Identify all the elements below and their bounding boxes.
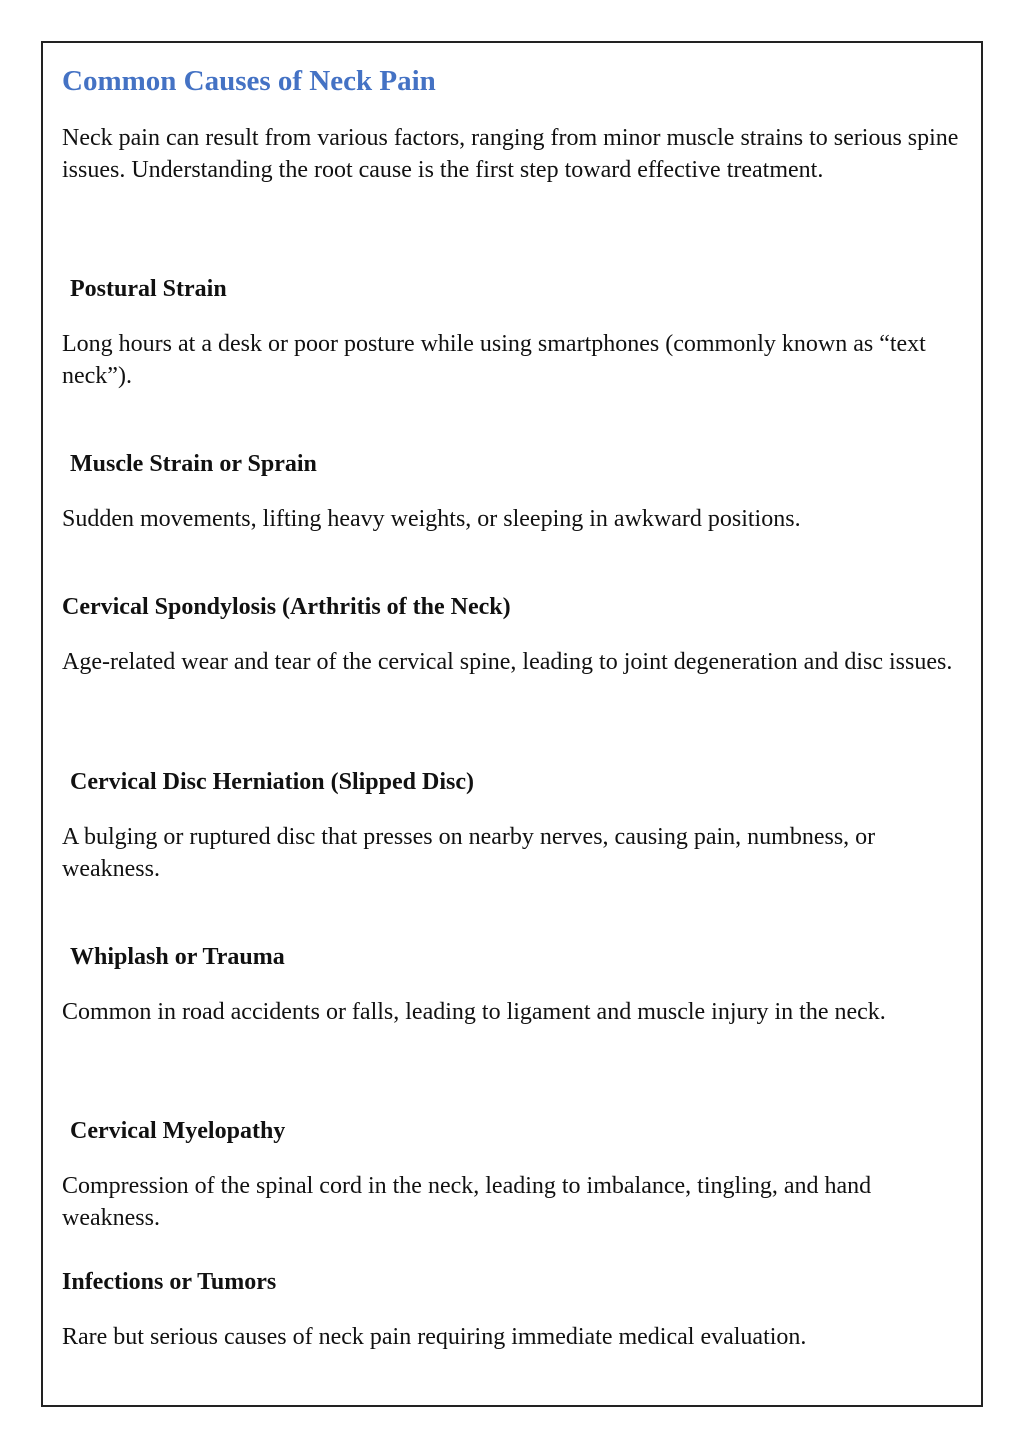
section-heading-cervical-spondylosis: Cervical Spondylosis (Arthritis of the Neck) xyxy=(62,594,511,620)
section-text-infections: Rare but serious causes of neck pain requiring immediate medical evaluation. xyxy=(62,1324,807,1350)
section-heading-disc-herniation: Cervical Disc Herniation (Slipped Disc) xyxy=(70,769,474,795)
section-heading-muscle-strain: Muscle Strain or Sprain xyxy=(70,451,317,477)
intro-paragraph: Neck pain can result from various factors, ranging from minor muscle strains to serious spine issues. Understanding the root cause is the first step toward effective treatment. xyxy=(62,125,959,183)
section-text-postural-strain: Long hours at a desk or poor posture while using smartphones (commonly known as “text neck”). xyxy=(62,331,926,389)
section-text-cervical-spondylosis: Age-related wear and tear of the cervical spine, leading to joint degeneration and disc issues. xyxy=(62,649,953,675)
section-text-whiplash: Common in road accidents or falls, leading to ligament and muscle injury in the neck. xyxy=(62,999,886,1025)
section-heading-myelopathy: Cervical Myelopathy xyxy=(70,1118,286,1144)
section-text-muscle-strain: Sudden movements, lifting heavy weights, or sleeping in awkward positions. xyxy=(62,506,801,532)
section-heading-whiplash: Whiplash or Trauma xyxy=(70,944,285,970)
section-heading-infections: Infections or Tumors xyxy=(62,1269,277,1295)
section-text-disc-herniation: A bulging or ruptured disc that presses on nearby nerves, causing pain, numbness, or weakness. xyxy=(62,824,876,882)
section-text-myelopathy: Compression of the spinal cord in the neck, leading to imbalance, tingling, and hand weakness. xyxy=(62,1173,872,1231)
section-heading-postural-strain: Postural Strain xyxy=(70,276,227,302)
page-title: Common Causes of Neck Pain xyxy=(62,65,436,97)
